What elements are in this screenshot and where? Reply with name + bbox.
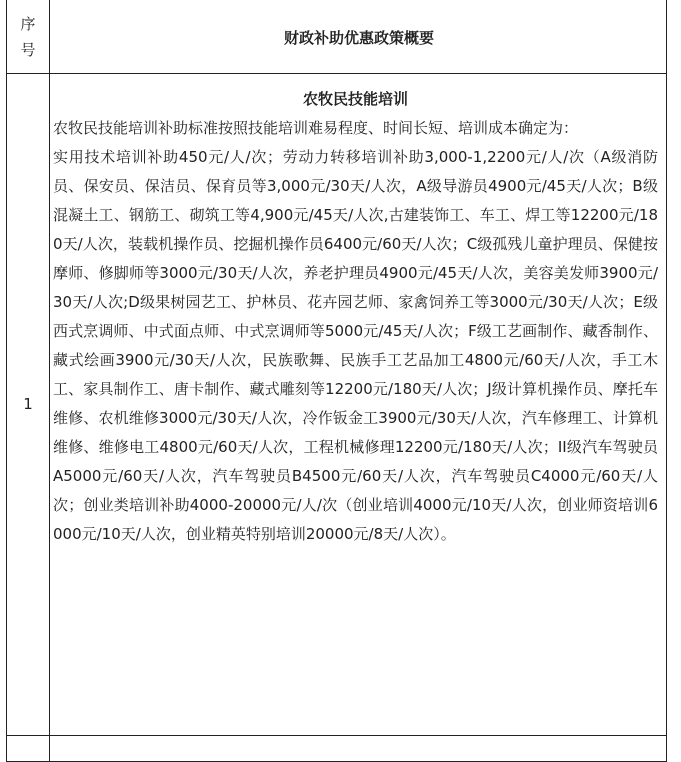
column-divider bbox=[49, 0, 50, 761]
row-divider bbox=[7, 735, 666, 736]
row-title: 农牧民技能培训 bbox=[302, 90, 408, 108]
row-content bbox=[53, 85, 658, 549]
header-serial-char-2: 号 bbox=[20, 41, 36, 59]
header-policy-summary: 财政补助优惠政策概要 bbox=[283, 28, 434, 47]
header-serial-char-1: 序 bbox=[20, 15, 36, 33]
row-paragraph-1: 农牧民技能培训补助标准按照技能培训难易程度、时间长短、培训成本确定为： bbox=[53, 119, 579, 137]
header-serial-number bbox=[7, 1, 49, 73]
header-divider bbox=[7, 73, 666, 74]
row-number: 1 bbox=[23, 395, 33, 413]
row-paragraph-2: 实用技术培训补助450元/人/次；劳动力转移培训补助3,000-1,2200元/人/次（A级消防员、保安员、保洁员、保育员等3,000元/30天/人次，A级导游员4900元/45天/人次；B级混凝土工、钢筋工、砌筑工等4,900元/45天/人次,古建装饰工、车工、焊工等12200元/180天/人次，装载机操作员、挖掘机操作员6400元/60天/人次；C级孤残儿童护理员、保健按摩师、修脚师等3000元/30天/人次，养老护理员4900元/45天/人次，美容美发师3900元/30天/人次;D级果树园艺工、护林员、花卉园艺师、家禽饲养工等3000元/30天/人次；E级西式烹调师、中式面点师、中式烹调师等5000元/45天/人次；F级工艺画制作、藏香制作、藏式绘画3900元/30天/人次，民族歌舞、民族手工艺品加工4800元/60天/人次，手工木工、家具制作工、唐卡制作、藏式雕刻等12200元/180天/人次；J级计算机操作员、摩托车维修、农机维修3000元/30天/人次，冷作钣金工3900元/30天/人次，汽车修理工、计算机维修、维修电工4800元/60天/人次，工程机械修理12200元/180天/人次；II级汽车驾驶员A5000元/60天/人次，汽车驾驶员B4500元/60天/人次，汽车驾驶员C4000元/60天/人次；创业类培训补助4000-20000元/人/次（创业培训4000元/10天/人次，创业师资培训6000元/10天/人次，创业精英特别培训20000元/8天/人次）。 bbox=[53, 148, 659, 543]
